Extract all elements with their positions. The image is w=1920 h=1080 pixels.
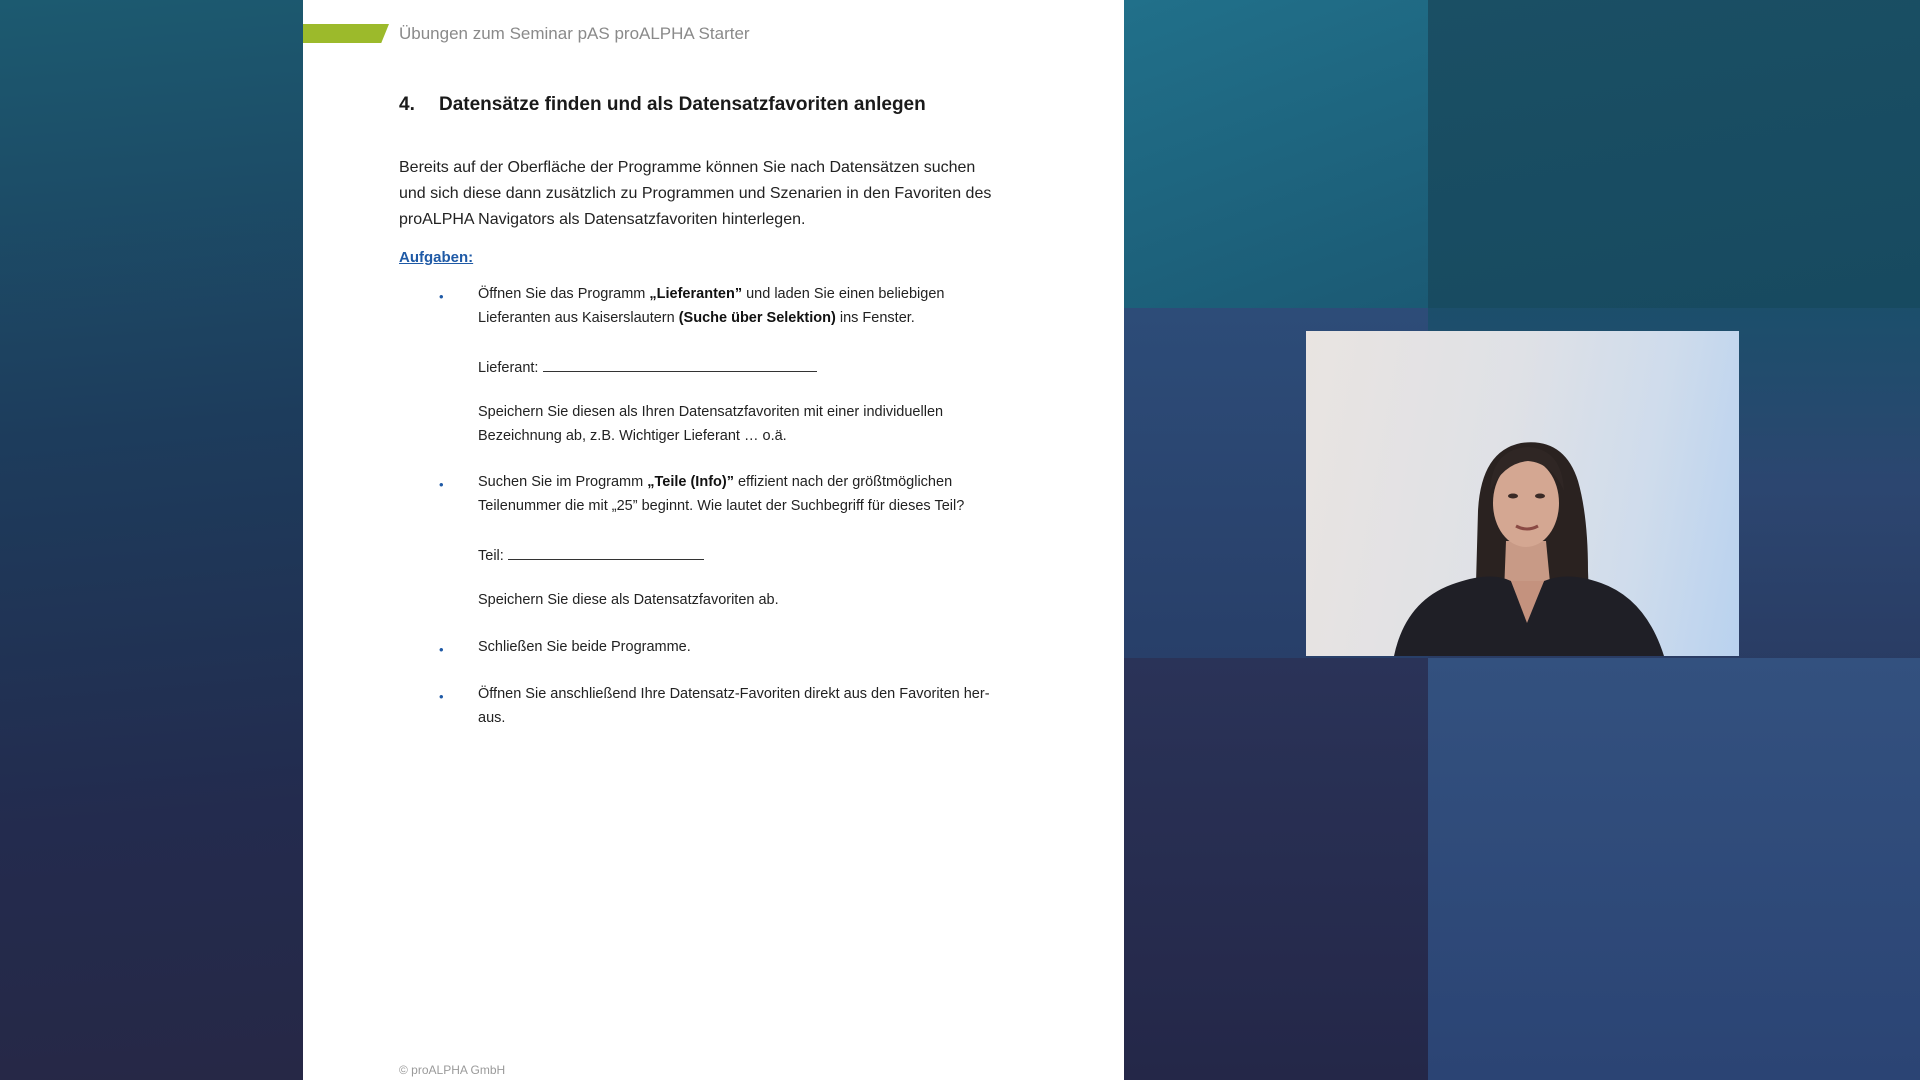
shared-document-page	[303, 0, 1124, 1080]
background-tile	[1428, 658, 1920, 1080]
task2-save: Speichern Sie diese als Datensatzfavoriten ab.	[478, 592, 779, 608]
task4-line1: Öffnen Sie anschließend Ihre Datensatz-Favoriten direkt aus den Favoriten her-	[478, 686, 990, 702]
part-field	[478, 545, 704, 564]
background-left	[0, 0, 303, 1080]
supplier-blank-line	[543, 357, 817, 372]
section-title	[399, 94, 926, 116]
task1-save-line2: Bezeichnung ab, z.B. Wichtiger Lieferant … o.ä.	[478, 428, 787, 444]
bullet-marker: •	[439, 689, 444, 704]
header-accent-bar	[303, 24, 389, 43]
intro-line: Bereits auf der Oberfläche der Programme können Sie nach Datensätzen suchen	[399, 159, 976, 176]
intro-line: und sich diese dann zusätzlich zu Programmen und Szenarien in den Favoriten des	[399, 185, 992, 202]
document-header: Übungen zum Seminar pAS proALPHA Starter	[399, 24, 750, 43]
bullet-marker: •	[439, 289, 444, 304]
task1-line2: Lieferanten aus Kaiserslautern (Suche über Selektion) ins Fenster.	[478, 310, 915, 326]
supplier-field-label: Lieferant:	[478, 360, 539, 376]
bullet-marker: •	[439, 477, 444, 492]
task3-line: Schließen Sie beide Programme.	[478, 639, 691, 655]
background-tile	[1124, 658, 1428, 1080]
task2-line2: Teilenummer die mit „25” beginnt. Wie lautet der Suchbegriff für dieses Teil?	[478, 498, 965, 514]
tasks-heading: Aufgaben:	[399, 249, 474, 266]
task4-line2: aus.	[478, 710, 506, 726]
intro-line: proALPHA Navigators als Datensatzfavoriten hinterlegen.	[399, 211, 806, 228]
presenter-silhouette	[1306, 331, 1739, 656]
document-footer: © proALPHA GmbH	[399, 1063, 506, 1077]
section-number: 4.	[399, 94, 415, 115]
part-blank-line	[508, 545, 704, 560]
task1-save-line1: Speichern Sie diesen als Ihren Datensatzfavoriten mit einer individuellen	[478, 404, 944, 420]
section-title-text: Datensätze finden und als Datensatzfavoriten anlegen	[439, 94, 926, 115]
task2-line1: Suchen Sie im Programm „Teile (Info)” effizient nach der größtmöglichen	[478, 474, 953, 490]
supplier-field	[478, 357, 817, 376]
background-tile	[1428, 0, 1920, 308]
bullet-marker: •	[439, 642, 444, 657]
part-field-label: Teil:	[478, 548, 504, 564]
task1-line1: Öffnen Sie das Programm „Lieferanten” und laden Sie einen beliebigen	[478, 286, 945, 302]
background-tile	[1124, 0, 1428, 308]
intro-paragraph	[399, 155, 1019, 233]
presenter-video-tile[interactable]	[1306, 331, 1739, 656]
